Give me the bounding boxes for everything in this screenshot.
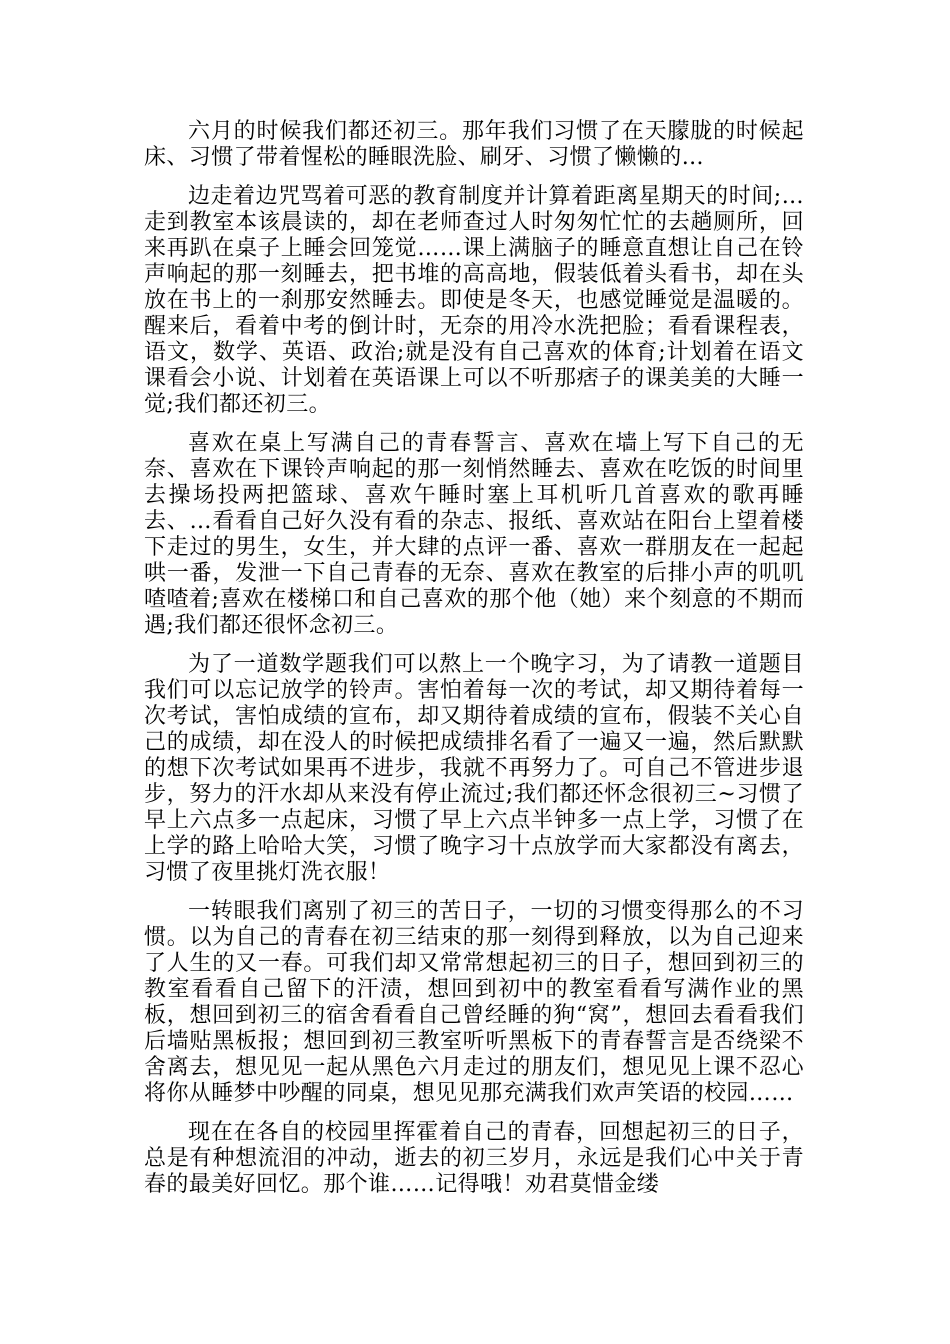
- paragraph-5: 一转眼我们离别了初三的苦日子，一切的习惯变得那么的不习惯。以为自己的青春在初三结束的那一刻得到释放，以为自己迎来了人生的又一春。可我们却又常常想起初三的日子，想回到初三的教室看看自己留下的汗渍，想回到初中的教室看看写满作业的黑板，想回到初三的宿舍看看自己曾经睡的狗“窝”，想回去看看我们后墙贴黑板报；想回到初三教室听听黑板下的青春誓言是否绕梁不舍离去，想见见一起从黑色六月走过的朋友们，想见见上课不忍心将你从睡梦中吵醒的同桌，想见见那充满我们欢声笑语的校园……: [144, 899, 804, 1106]
- paragraph-4: 为了一道数学题我们可以熬上一个晚字习，为了请教一道题目我们可以忘记放学的铃声。害怕着每一次的考试，却又期待着每一次考试，害怕成绩的宣布，却又期待着成绩的宣布，假装不关心自己的成绩，却在没人的时候把成绩排名看了一遍又一遍，然后默默的想下次考试如果再不进步，我就不再努力了。可自己不管进步退步，努力的汗水却从来没有停止流过;我们都还怀念很初三~习惯了早上六点多一点起床，习惯了早上六点半钟多一点上学，习惯了在上学的路上哈哈大笑，习惯了晚字习十点放学而大家都没有离去，习惯了夜里挑灯洗衣服！: [144, 652, 804, 885]
- paragraph-3: 喜欢在桌上写满自己的青春誓言、喜欢在墙上写下自己的无奈、喜欢在下课铃声响起的那一刻悄然睡去、喜欢在吃饭的时间里去操场投两把篮球、喜欢午睡时塞上耳机听几首喜欢的歌再睡去、…看看自己好久没有看的杂志、报纸、喜欢站在阳台上望着楼下走过的男生，女生，并大肆的点评一番、喜欢一群朋友在一起起哄一番，发泄一下自己青春的无奈、喜欢在教室的后排小声的叽叽喳喳着;喜欢在楼梯口和自己喜欢的那个他（她）来个刻意的不期而遇;我们都还很怀念初三。: [144, 431, 804, 638]
- paragraph-6: 现在在各自的校园里挥霍着自己的青春，回想起初三的日子，总是有种想流泪的冲动，逝去的初三岁月，永远是我们心中关于青春的最美好回忆。那个谁……记得哦！劝君莫惜金缕: [144, 1120, 804, 1197]
- document-body: [144, 119, 804, 1211]
- paragraph-2: 边走着边咒骂着可恶的教育制度并计算着距离星期天的时间;…走到教室本该晨读的，却在老师查过人时匆匆忙忙的去趟厕所，回来再趴在桌子上睡会回笼觉……课上满脑子的睡意直想让自己在铃声响起的那一刻睡去，把书堆的高高地，假装低着头看书，却在头放在书上的一刹那安然睡去。即使是冬天，也感觉睡觉是温暖的。醒来后，看着中考的倒计时，无奈的用冷水洗把脸；看看课程表，语文，数学、英语、政治;就是没有自己喜欢的体育;计划着在语文课看会小说、计划着在英语课上可以不听那痞子的课美美的大睡一觉;我们都还初三。: [144, 184, 804, 417]
- paragraph-1: 六月的时候我们都还初三。那年我们习惯了在天朦胧的时候起床、习惯了带着惺松的睡眼洗脸、刷牙、习惯了懒懒的…: [144, 119, 804, 170]
